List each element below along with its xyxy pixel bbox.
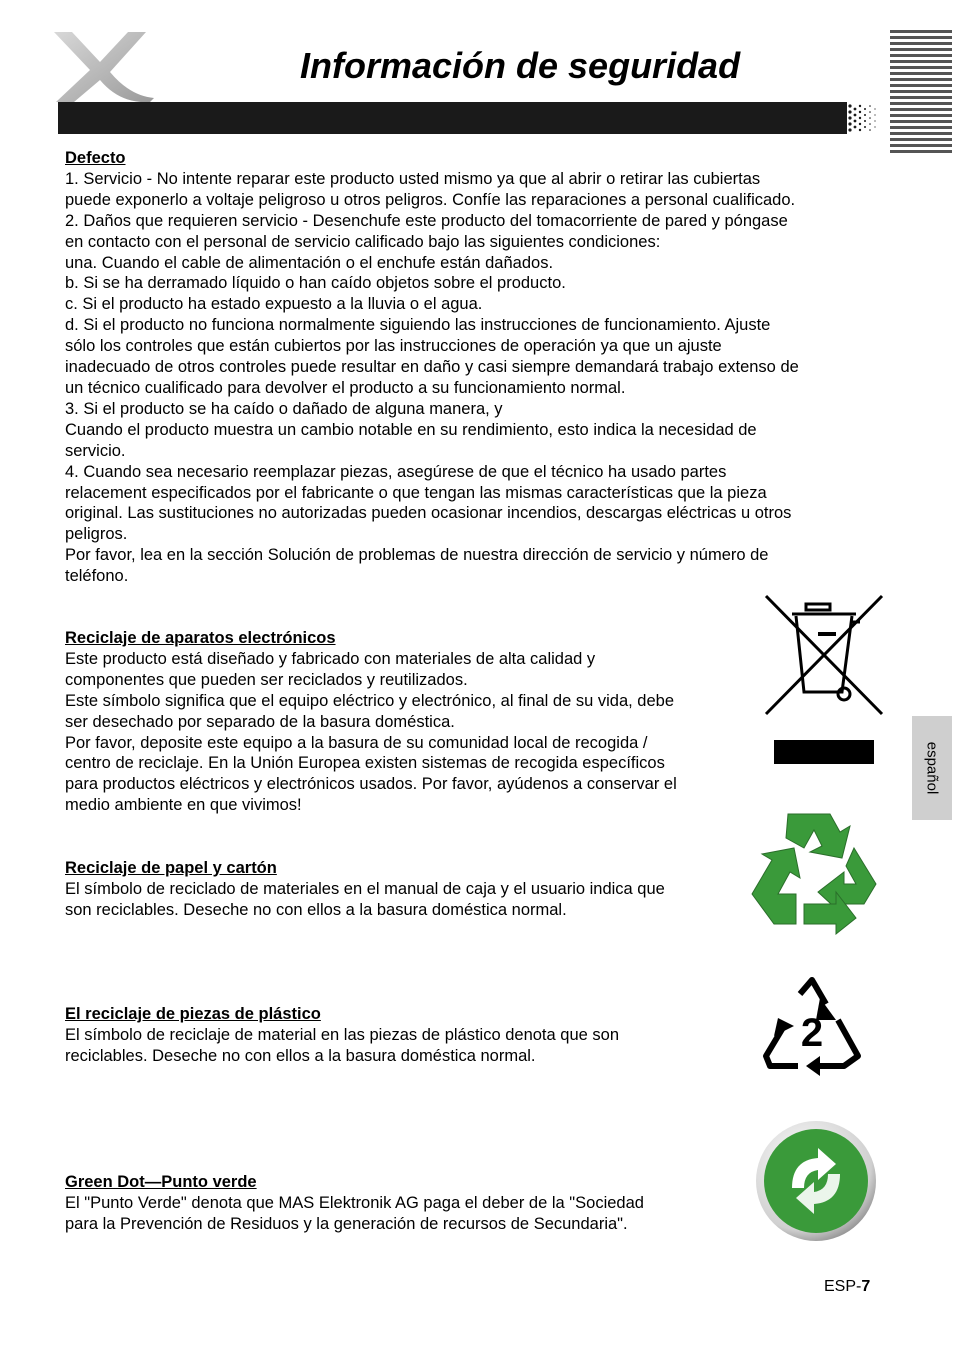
text-line: original. Las sustituciones no autorizadas pueden ocasionar incendios, descargas eléctricas u otros	[65, 504, 792, 523]
section-heading: Green Dot—Punto verde	[65, 1173, 257, 1191]
text-line: inadecuado de otros controles puede resultar en daño y casi siempre demandará trabajo extenso de	[65, 358, 799, 377]
text-line: Por favor, deposite este equipo a la basura de su comunidad local de recogida /	[65, 733, 648, 752]
plastic-recycling-code-icon	[760, 976, 864, 1076]
text-line: un técnico cualificado para devolver el producto a su funcionamiento normal.	[65, 378, 626, 397]
page-prefix: ESP-	[824, 1278, 862, 1295]
section-heading: Reciclaje de papel y cartón	[65, 859, 277, 877]
text-line: centro de reciclaje. En la Unión Europea existen sistemas de recogida específicos	[65, 754, 665, 773]
text-line: sólo los controles que están cubiertos por las instrucciones de operación ya que un ajuste	[65, 337, 722, 356]
x-brand-logo	[50, 26, 160, 106]
language-tab-label: español	[923, 741, 941, 795]
text-line: relacement especificados por el fabricante o que tengan las mismas características que la pieza	[65, 483, 767, 502]
text-line: 1. Servicio - No intente reparar este producto usted mismo ya que al abrir o retirar las cubiertas	[65, 169, 761, 188]
text-line: servicio.	[65, 441, 126, 460]
section-heading: Defecto	[65, 149, 126, 167]
language-tab	[912, 716, 952, 820]
plastic-code-number: 2	[800, 1011, 824, 1055]
text-line: componentes que pueden ser reciclados y reutilizados.	[65, 670, 468, 689]
text-line: 4. Cuando sea necesario reemplazar piezas, asegúrese de que el técnico ha usado partes	[65, 462, 727, 481]
text-line: teléfono.	[65, 567, 129, 586]
text-line: puede exponerlo a voltaje peligroso u otros peligros. Confíe las reparaciones a personal cualificado.	[65, 190, 796, 209]
text-line: una. Cuando el cable de alimentación o el enchufe están dañados.	[65, 253, 554, 272]
green-dot-icon	[752, 1118, 880, 1244]
text-line: reciclables. Deseche no con ellos a la basura doméstica normal.	[65, 1046, 536, 1065]
section-heading: Reciclaje de aparatos electrónicos	[65, 629, 336, 647]
page-number-value: 7	[861, 1278, 871, 1295]
text-line: 3. Si el producto se ha caído o dañado de alguna manera, y	[65, 399, 503, 418]
section-green-dot	[65, 1172, 745, 1235]
section-defecto	[65, 148, 880, 587]
text-line: son reciclables. Deseche no con ellos a la basura doméstica normal.	[65, 900, 567, 919]
text-line: medio ambiente en que vivimos!	[65, 796, 302, 815]
text-line: d. Si el producto no funciona normalmente siguiendo las instrucciones de funcionamiento. Ajuste	[65, 316, 771, 335]
section-reciclaje-electronicos	[65, 628, 755, 816]
recycle-arrows-icon	[748, 808, 880, 936]
text-line: para productos eléctricos y electrónicos usados. Por favor, ayúdenos a conservar el	[65, 775, 677, 794]
text-line: El símbolo de reciclaje de material en las piezas de plástico denota que son	[65, 1025, 619, 1044]
header-bar	[58, 102, 880, 134]
text-line: en contacto con el personal de servicio calificado bajo las siguientes condiciones:	[65, 232, 661, 251]
corner-stripes	[890, 30, 952, 158]
text-line: peligros.	[65, 525, 128, 544]
section-heading: El reciclaje de piezas de plástico	[65, 1005, 321, 1023]
text-line: para la Prevención de Residuos y la generación de recursos de Secundaria".	[65, 1214, 628, 1233]
section-reciclaje-plastico	[65, 1004, 745, 1067]
weee-black-bar	[774, 740, 874, 764]
text-line: Este símbolo significa que el equipo eléctrico y electrónico, al final de su vida, debe	[65, 691, 675, 710]
text-line: Cuando el producto muestra un cambio notable en su rendimiento, esto indica la necesidad de	[65, 420, 757, 439]
text-line: 2. Daños que requieren servicio - Desenchufe este producto del tomacorriente de pared y póngase	[65, 211, 788, 230]
text-line: c. Si el producto ha estado expuesto a la lluvia o el agua.	[65, 295, 483, 314]
header-bar-dot-pattern	[835, 102, 881, 134]
page-title: Información de seguridad	[300, 45, 741, 86]
text-line: ser desechado por separado de la basura doméstica.	[65, 712, 455, 731]
text-line: Este producto está diseñado y fabricado con materiales de alta calidad y	[65, 649, 596, 668]
section-reciclaje-papel	[65, 858, 745, 921]
text-line: Por favor, lea en la sección Solución de problemas de nuestra dirección de servicio y número de	[65, 546, 769, 565]
page-number	[824, 1278, 870, 1296]
crossed-out-wheelie-bin-icon	[762, 592, 886, 718]
text-line: b. Si se ha derramado líquido o han caído objetos sobre el producto.	[65, 274, 566, 293]
text-line: El símbolo de reciclado de materiales en el manual de caja y el usuario indica que	[65, 879, 665, 898]
text-line: El "Punto Verde" denota que MAS Elektronik AG paga el deber de la "Sociedad	[65, 1193, 644, 1212]
